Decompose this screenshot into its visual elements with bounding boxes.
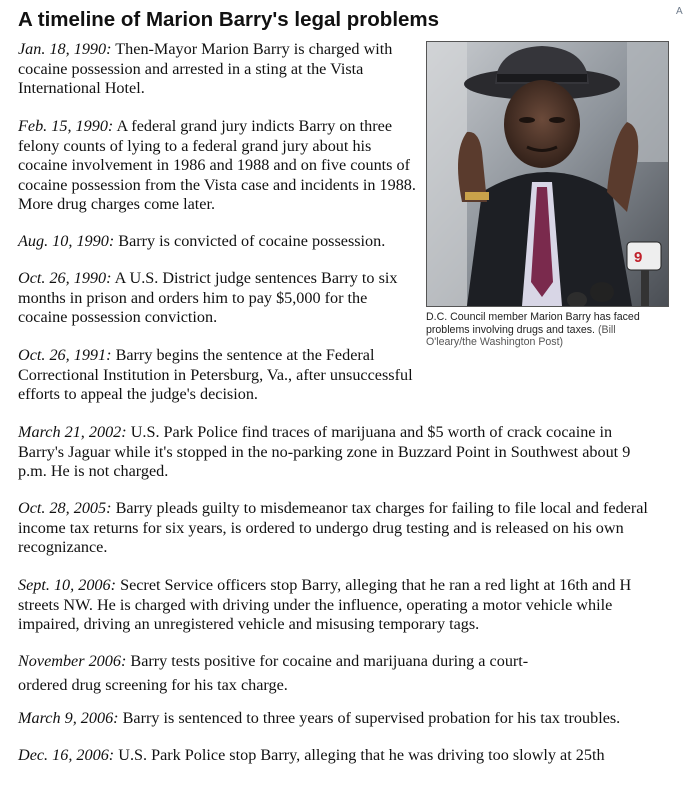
photo-figure [426,41,669,349]
caption-text: D.C. Council member Marion Barry has faced problems involving drugs and taxes. [426,311,640,336]
entry-date: November 2006: [18,652,127,670]
caption-credit: (Bill O'leary/the Washington Post) [426,323,616,349]
timeline-entry [18,117,418,215]
entry-date: Dec. 16, 2006: [18,746,115,764]
mic-flag-text: 9 [634,249,643,266]
entry-date: March 9, 2006: [18,709,119,727]
timeline-entry [18,709,678,729]
entry-text: Barry tests positive for cocaine and marijuana during a court-ordered drug screening for his tax charge. [18,652,529,694]
timeline-entry [18,40,418,99]
photo-illustration [427,42,668,306]
timeline-entry [18,346,418,405]
timeline-entry [18,423,658,482]
ad-label[interactable]: A [676,6,683,17]
timeline-entry [18,746,678,766]
timeline-entry [18,232,420,252]
page-title: A timeline of Marion Barry's legal problems [18,8,440,31]
marion-barry-photo [426,41,669,307]
entry-date: Oct. 26, 1990: [18,269,112,287]
entry-text: Secret Service officers stop Barry, alleging that he ran a red light at 16th and H streets NW. He is charged with driving under the influence, operating a motor vehicle while impaired, driving an unregistered vehicle and misusing temporary tags. [18,576,632,634]
entry-date: Sept. 10, 2006: [18,576,117,594]
photo-caption [426,311,669,349]
entry-date: March 21, 2002: [18,423,127,441]
entry-date: Oct. 26, 1991: [18,346,112,364]
entry-text: Barry is convicted of cocaine possession. [118,232,386,250]
entry-date: Jan. 18, 1990: [18,40,112,58]
timeline-entry [18,576,673,635]
entry-text: Barry pleads guilty to misdemeanor tax charges for failing to file local and federal income tax returns for six years, is ordered to undergo drug testing and is released on his own recognizance. [18,499,648,557]
timeline-entry [18,649,548,697]
timeline-entry [18,269,418,328]
entry-text: A U.S. District judge sentences Barry to six months in prison and orders him to pay $5,000 for the cocaine possession conviction. [18,269,398,327]
entry-text: Barry begins the sentence at the Federal Correctional Institution in Petersburg, Va., after unsuccessful efforts to appeal the judge's decision. [18,346,413,404]
entry-date: Feb. 15, 1990: [18,117,114,135]
entry-text: Then-Mayor Marion Barry is charged with cocaine possession and arrested in a sting at the Vista International Hotel. [18,40,393,98]
timeline-entry [18,499,673,558]
entry-text: Barry is sentenced to three years of supervised probation for his tax troubles. [122,709,621,727]
entry-text: U.S. Park Police find traces of marijuana and $5 worth of crack cocaine in Barry's Jaguar while it's stopped in the no-parking zone in Buzzard Point in Southwest about 9 p.m. He is not charged. [18,423,631,481]
entry-text: U.S. Park Police stop Barry, alleging that he was driving too slowly at 25th [118,746,605,764]
entry-date: Aug. 10, 1990: [18,232,115,250]
entry-text: A federal grand jury indicts Barry on three felony counts of lying to a federal grand jury about his cocaine involvement in 1986 and 1988 and on five counts of cocaine possession from the Vista case and incidents in 1988. More drug charges come later. [18,117,416,214]
entry-date: Oct. 28, 2005: [18,499,112,517]
